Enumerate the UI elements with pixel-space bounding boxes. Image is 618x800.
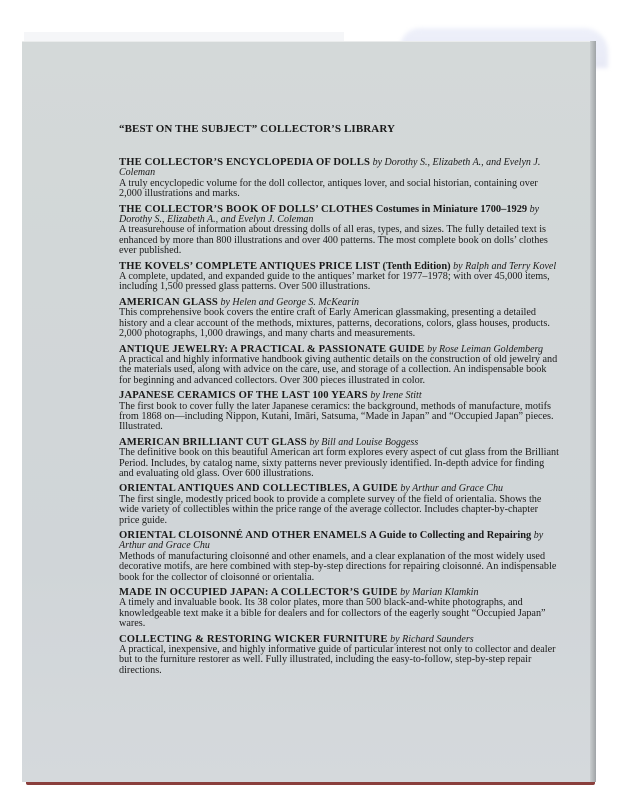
book-title: MADE IN OCCUPIED JAPAN: A COLLECTOR’S GUIDE <box>119 587 398 599</box>
book-back-cover <box>22 41 596 782</box>
book-title: ORIENTAL CLOISONNÉ AND OTHER ENAMELS <box>119 530 367 541</box>
book-entry <box>119 588 559 630</box>
book-author: by Marian Klamkin <box>400 587 479 599</box>
book-title: AMERICAN BRILLIANT CUT GLASS <box>119 436 307 448</box>
book-description: The first single, modestly priced book to provide a complete survey of the field of orientalia. Shows the wide variety of collectibles within the price range of the average collector. Includes chapter-by-chapter price guide. <box>119 493 542 526</box>
book-description: This comprehensive book covers the entire craft of Early American glassmaking, presenting a detailed history and a clear account of the methods, mixtures, patterns, decorations, colors, glass houses, products. 2,000 photographs, 1,000 drawings, and many charts and measurements. <box>119 307 550 340</box>
book-title: ORIENTAL ANTIQUES AND COLLECTIBLES, A GUIDE <box>119 483 398 495</box>
book-author: by Bill and Louise Boggess <box>309 436 419 448</box>
book-description: Methods of manufacturing cloisonné and other enamels, and a clear explanation of the most widely used decorative motifs, are here combined with step-by-step directions for repairing cloisonné. An indispensable book for the collector of cloisonné or orientalia. <box>119 550 557 583</box>
book-entry <box>119 158 559 200</box>
book-author: by Irene Stitt <box>370 390 422 402</box>
book-author: by Dorothy S., Elizabeth A., and Evelyn J. Coleman <box>119 203 540 226</box>
book-title: AMERICAN GLASS <box>119 296 218 308</box>
book-entry <box>119 531 559 583</box>
book-author: by Ralph and Terry Kovel <box>453 260 557 272</box>
book-title: THE COLLECTOR’S ENCYCLOPEDIA OF DOLLS <box>119 157 371 168</box>
book-description: A complete, updated, and expanded guide to the antiques’ market for 1977–1978; with over 45,000 items, including 1,500 pressed glass patterns. Over 500 illustrations. <box>119 271 550 293</box>
book-subtitle: A Guide to Collecting and Repairing <box>369 530 532 541</box>
book-description: The definitive book on this beautiful American art form explores every aspect of cut glass from the Brilliant Period. Includes, by catalog name, sixty patterns never previously identified. In-depth advice for finding and evaluating old glass. Over 600 illustrations. <box>119 447 559 479</box>
book-title: JAPANESE CERAMICS OF THE LAST 100 YEARS <box>119 390 368 402</box>
book-title: THE KOVELS’ COMPLETE ANTIQUES PRICE LIST <box>119 260 380 272</box>
book-description: A practical, inexpensive, and highly informative guide of particular interest not only to collector and dealer but to the furniture restorer as well. Fully illustrated, including the easy-to-follow, step-by-step repair directions. <box>119 644 556 676</box>
book-author: by Richard Saunders <box>390 633 474 645</box>
book-entry <box>119 298 559 340</box>
book-entry <box>119 262 559 293</box>
book-description: A timely and invaluable book. Its 38 color plates, more than 500 black-and-white photographs, and knowledgeable text make it a bible for dealers and for collectors of the eagerly sought “Occupied Japan” wares. <box>119 597 546 630</box>
book-description: The first book to cover fully the later Japanese ceramics: the background, methods of manufacture, motifs from 1868 on—including Nippon, Kutani, Imāri, Satsuma, “Made in Japan” and “Occupied Japan” pieces. Illustrated. <box>119 400 554 433</box>
library-header: “BEST ON THE SUBJECT” COLLECTOR’S LIBRARY <box>119 123 396 135</box>
book-author: by Rose Leiman Goldemberg <box>427 343 544 355</box>
book-entry <box>119 391 559 433</box>
book-title: COLLECTING & RESTORING WICKER FURNITURE <box>119 633 388 645</box>
book-description: A truly encyclopedic volume for the doll collector, antiques lover, and social historian, containing over 2,000 illustrations and marks. <box>119 177 538 200</box>
collector-library-list <box>119 123 559 681</box>
book-subtitle: (Tenth Edition) <box>382 260 451 272</box>
book-entry <box>119 484 559 526</box>
book-description: A practical and highly informative handbook giving authentic details on the construction of old jewelry and the materials used, along with advice on the care, use, and storage of a collection. An indispensable book for beginning and advanced collectors. Over 300 pieces illustrated in color. <box>119 353 558 386</box>
book-author: by Arthur and Grace Chu <box>400 483 503 495</box>
book-author: by Helen and George S. McKearin <box>220 296 359 308</box>
book-title: THE COLLECTOR’S BOOK OF DOLLS’ CLOTHES <box>119 203 374 215</box>
book-author: by Dorothy S., Elizabeth A., and Evelyn J. Coleman <box>119 157 541 179</box>
book-entry <box>119 205 559 257</box>
book-description: A treasurehouse of information about dressing dolls of all eras, types, and sizes. The fully detailed text is enhanced by more than 800 illustrations and over 400 patterns. The most complete book on dolls’ clothes ever published. <box>119 224 548 257</box>
book-author: by Arthur and Grace Chu <box>119 530 544 552</box>
book-subtitle: Costumes in Miniature 1700–1929 <box>375 203 528 215</box>
cover-spine-edge <box>590 41 596 782</box>
book-entry <box>119 635 559 677</box>
book-entry <box>119 345 559 387</box>
book-title: ANTIQUE JEWELRY: A PRACTICAL & PASSIONATE GUIDE <box>119 343 425 355</box>
book-entry <box>119 438 559 480</box>
